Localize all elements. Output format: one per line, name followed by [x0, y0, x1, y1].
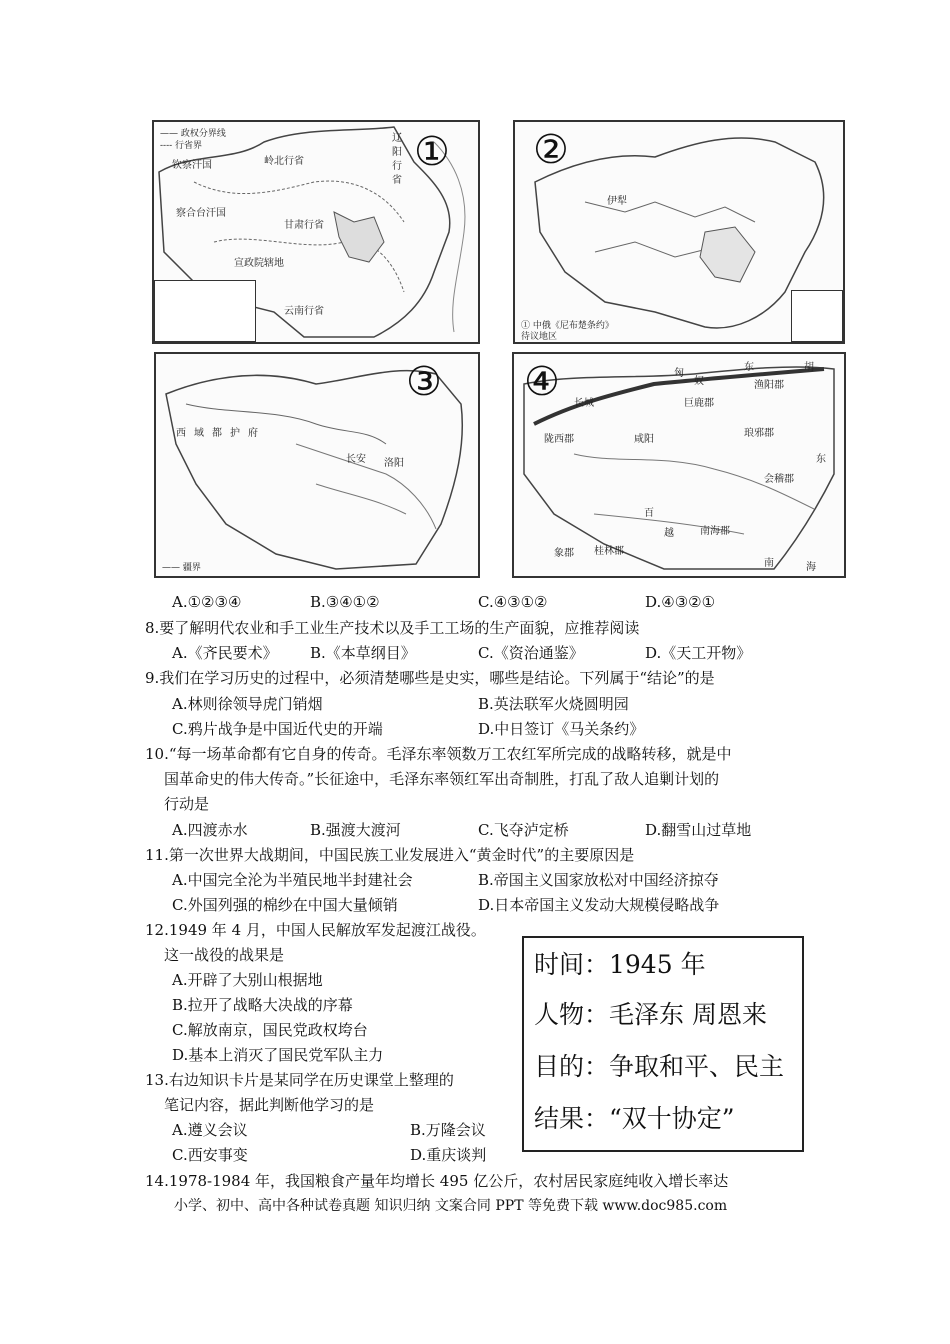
map-4-label-0: 匈	[674, 368, 684, 379]
q8-option-b: B.《本草纲目》	[310, 644, 416, 662]
map-1-label-1: 岭北行省	[264, 156, 304, 167]
map-4-label-15: 海	[806, 562, 816, 573]
map-2-label-0: 伊犁	[607, 196, 627, 207]
q10-option-a: A.四渡赤水	[172, 821, 248, 839]
map-3-number: ③	[406, 359, 442, 405]
q12-option-c: C.解放南京，国民党政权垮台	[172, 1021, 368, 1039]
map-4-qin-dynasty	[512, 352, 846, 578]
q9-option-b: B.英法联军火烧圆明园	[478, 695, 629, 713]
map-1-legend-item-1: ---- 行省界	[160, 141, 203, 151]
footer-download-note: 小学、初中、高中各种试卷真题 知识归纳 文案合同 PPT 等免费下载 www.doc985.com	[174, 1198, 728, 1214]
q13-option-b: B.万隆会议	[410, 1121, 486, 1139]
map-4-label-17: 百	[644, 508, 654, 519]
q13-stem-line-2: 笔记内容，据此判断他学习的是	[164, 1096, 375, 1114]
map-1-label-5: 宣政院辖地	[234, 258, 284, 269]
map-1-label-6: 云南行省	[284, 306, 324, 317]
q10-stem-line-2: 国革命史的伟大传奇。”长征途中，毛泽东率领红军出奇制胜，打乱了敌人追剿计划的	[164, 770, 720, 788]
q7-option-a: A.①②③④	[172, 593, 242, 611]
map-4-label-18: 越	[664, 528, 674, 539]
map-1-label-3: 察合台汗国	[176, 208, 226, 219]
map-2-number: ②	[533, 127, 569, 173]
map-4-label-1: 奴	[694, 376, 704, 387]
map-4-label-16: 长城	[574, 398, 594, 409]
q12-option-a: A.开辟了大别山根据地	[172, 971, 323, 989]
q13-option-d: D.重庆谈判	[410, 1146, 487, 1164]
map-4-label-14: 南	[764, 558, 774, 569]
q10-option-b: B.强渡大渡河	[310, 821, 401, 839]
card-line-result: 结果：“双十协定”	[534, 1104, 735, 1133]
map-2-legend-item-0: ① 中俄《尼布楚条约》	[521, 321, 614, 331]
map-3-legend-item-0: —— 疆界	[162, 563, 201, 573]
map-4-outline	[514, 354, 844, 576]
map-4-label-6: 巨鹿郡	[684, 398, 714, 409]
map-1-label-2: 辽阳行省	[392, 133, 402, 186]
q11-stem: 11.第一次世界大战期间，中国民族工业发展进入“黄金时代”的主要原因是	[145, 846, 635, 864]
map-4-label-10: 南海郡	[700, 526, 730, 537]
q7-option-b: B.③④①②	[310, 593, 380, 611]
map-3-han-dynasty	[154, 352, 480, 578]
q8-option-c: C.《资治通鉴》	[478, 644, 584, 662]
q8-option-a: A.《齐民要术》	[172, 644, 278, 662]
q12-option-d: D.基本上消灭了国民党军队主力	[172, 1046, 384, 1064]
map-4-label-7: 琅邪郡	[744, 428, 774, 439]
q11-option-d: D.日本帝国主义发动大规模侵略战争	[478, 896, 720, 914]
map-3-label-2: 洛阳	[384, 458, 404, 469]
card-line-people: 人物：毛泽东 周恩来	[534, 1000, 767, 1029]
q12-stem-line-1: 12.1949 年 4 月，中国人民解放军发起渡江战役。	[145, 921, 486, 939]
q12-option-b: B.拉开了战略大决战的序幕	[172, 996, 353, 1014]
map-4-label-8: 渔阳郡	[754, 380, 784, 391]
q9-option-d: D.中日签订《马关条约》	[478, 720, 645, 738]
map-2-qing-dynasty	[513, 120, 845, 344]
map-1-inset-nanhai	[154, 280, 256, 342]
map-4-label-5: 咸阳	[634, 434, 654, 445]
map-4-label-9: 会稽郡	[764, 474, 794, 485]
map-2-legend-item-1: 待议地区	[521, 332, 558, 342]
map-3-label-0: 西域都护府	[176, 428, 266, 439]
card-line-purpose: 目的：争取和平、民主	[534, 1052, 785, 1081]
q10-stem-line-3: 行动是	[164, 795, 210, 813]
map-4-label-12: 桂林郡	[594, 546, 624, 557]
q10-stem-line-1: 10.“每一场革命都有它自身的传奇。毛泽东率领数万工农红军所完成的战略转移，就是中	[145, 745, 732, 763]
map-4-number: ④	[524, 359, 560, 405]
map-4-label-11: 象郡	[554, 548, 574, 559]
q14-stem: 14.1978-1984 年，我国粮食产量年均增长 495 亿公斤，农村居民家庭纯收入增长率达	[145, 1172, 729, 1190]
q13-option-c: C.西安事变	[172, 1146, 248, 1164]
q13-option-a: A.遵义会议	[172, 1121, 248, 1139]
knowledge-card	[522, 936, 804, 1152]
q12-stem-line-2: 这一战役的战果是	[164, 946, 285, 964]
q7-option-d: D.④③②①	[645, 593, 716, 611]
map-1-label-0: 钦察汗国	[172, 160, 212, 171]
q9-stem: 9.我们在学习历史的过程中，必须清楚哪些是史实，哪些是结论。下列属于“结论”的是	[145, 669, 715, 687]
q8-stem: 8.要了解明代农业和手工业生产技术以及手工工场的生产面貌，应推荐阅读	[145, 619, 640, 637]
map-1-legend-item-0: —— 政权分界线	[160, 129, 226, 139]
map-4-label-4: 陇西郡	[544, 434, 574, 445]
q7-option-c: C.④③①②	[478, 593, 548, 611]
map-4-label-13: 东	[816, 454, 826, 465]
map-2-inset-nanhai	[791, 290, 843, 342]
q9-option-a: A.林则徐领导虎门销烟	[172, 695, 323, 713]
map-1-yuan-dynasty	[152, 120, 480, 344]
q9-option-c: C.鸦片战争是中国近代史的开端	[172, 720, 383, 738]
q8-option-d: D.《天工开物》	[645, 644, 752, 662]
map-3-label-1: 长安	[346, 454, 366, 465]
map-4-label-2: 东	[744, 362, 754, 373]
q10-option-d: D.翻雪山过草地	[645, 821, 752, 839]
card-line-time: 时间：1945 年	[534, 950, 706, 979]
map-1-label-4: 甘肃行省	[284, 220, 324, 231]
q10-option-c: C.飞夺泸定桥	[478, 821, 569, 839]
q11-option-a: A.中国完全沦为半殖民地半封建社会	[172, 871, 413, 889]
q11-option-c: C.外国列强的棉纱在中国大量倾销	[172, 896, 398, 914]
map-4-label-3: 胡	[804, 362, 814, 373]
map-1-number: ①	[414, 129, 450, 175]
q13-stem-line-1: 13.右边知识卡片是某同学在历史课堂上整理的	[145, 1071, 454, 1089]
q11-option-b: B.帝国主义国家放松对中国经济掠夺	[478, 871, 719, 889]
